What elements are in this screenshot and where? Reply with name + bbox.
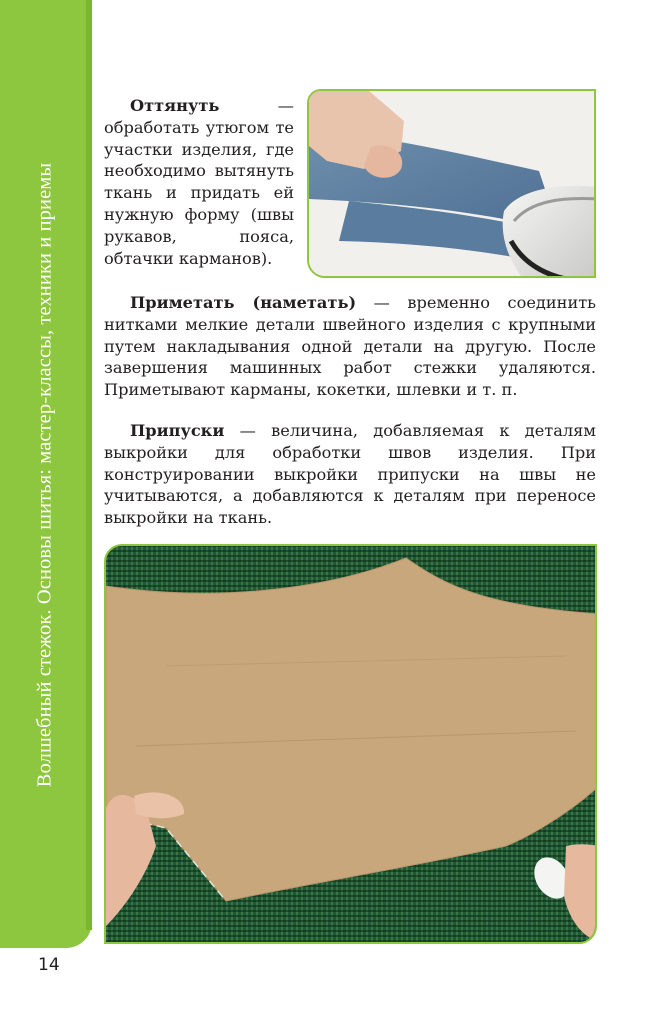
sidebar-edge (86, 0, 92, 930)
entry-term: Приметать (наметать) (130, 293, 357, 312)
entry-term: Припуски (130, 421, 225, 440)
entry-term: Оттянуть (130, 96, 220, 115)
page-number: 14 (38, 955, 60, 975)
entry-definition: — величина, добавляемая к деталям выкройки для обработки швов изделия. При конструировании выкройки припуски на швы не учитываются, а добавляются к деталям при переносе выкройки на ткань. (104, 421, 596, 528)
pattern-illustration (106, 546, 597, 944)
running-title: Волшебный стежок. Основы шитья: мастер-классы, техники и приемы (33, 162, 56, 788)
photo-ironing-fabric (307, 89, 596, 278)
entry-pripuski (104, 420, 596, 529)
photo-pattern-on-fabric (104, 544, 597, 944)
sidebar (0, 0, 92, 948)
entry-definition: — обработать утюгом те участки изделия, где необходимо вытянуть ткань и придать ей нужную форму (швы рукавов, пояса, обтачки карманов). (104, 96, 294, 268)
entry-ottyanut (104, 95, 294, 269)
entry-primetat (104, 292, 596, 401)
entry-definition: — временно соединить нитками мелкие детали швейного изделия с крупными путем накладывания одной детали на другую. После завершения машинных работ стежки удаляются. Приметывают карманы, кокетки, шлевки и т. п. (104, 293, 596, 400)
ironing-illustration (309, 91, 596, 278)
